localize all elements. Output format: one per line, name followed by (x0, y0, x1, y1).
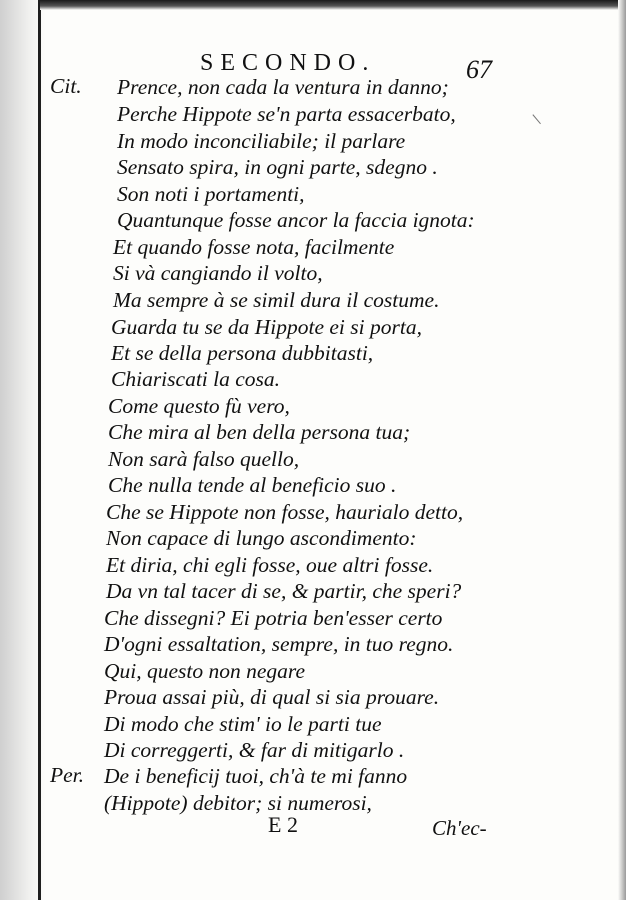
verse-line: Si và cangiando il volto, (113, 261, 323, 285)
verse-line: Quantunque fosse ancor la faccia ignota: (117, 208, 475, 232)
verse-line: D'ogni essaltation, sempre, in tuo regno. (104, 632, 454, 656)
verse-line: Et se della persona dubbitasti, (111, 341, 374, 365)
verse-line: Son noti i portamenti, (117, 182, 305, 206)
verse-line: Perche Hippote se'n parta essacerbato, (117, 102, 456, 126)
verse-line: Che nulla tende al beneficio suo . (108, 473, 397, 497)
verse-line: Da vn tal tacer di se, & partir, che speri? (106, 579, 462, 603)
speaker-label-per: Per. (50, 763, 85, 787)
verse-line: Proua assai più, di qual si sia prouare. (104, 685, 440, 709)
ink-mark (532, 108, 548, 124)
verse-line: Non sarà falso quello, (108, 447, 300, 471)
running-title: SECONDO. (200, 50, 376, 76)
verse-line: Chiariscati la cosa. (111, 367, 281, 391)
verse-line: Di correggerti, & far di mitigarlo . (104, 738, 405, 762)
verse-line: Sensato spira, in ogni parte, sdegno . (117, 155, 438, 179)
verse-line: Et quando fosse nota, facilmente (113, 235, 395, 259)
verse-line: Non capace di lungo ascondimento: (106, 526, 417, 550)
speaker-label-cit: Cit. (50, 74, 82, 98)
signature-mark: E 2 (268, 812, 298, 837)
verse-line: Et diria, chi egli fosse, oue altri fosse. (106, 553, 434, 577)
verse-line: Che dissegni? Ei potria ben'esser certo (104, 606, 443, 630)
verse-line: De i beneficij tuoi, ch'à te mi fanno (104, 764, 408, 788)
verse-line: Come questo fù vero, (108, 394, 290, 418)
verse-line: Ma sempre à se simil dura il costume. (113, 288, 440, 312)
page-left-edge (38, 0, 41, 900)
verse-line: Che se Hippote non fosse, haurialo detto, (106, 500, 464, 524)
verse-line: (Hippote) debitor; si numerosi, (104, 791, 372, 815)
verse-line: Guarda tu se da Hippote ei si porta, (111, 315, 422, 339)
page-top-edge (40, 0, 626, 10)
verse-line: Qui, questo non negare (104, 659, 306, 683)
verse-line: Prence, non cada la ventura in danno; (117, 75, 449, 99)
catchword: Ch'ec- (432, 816, 487, 840)
verse-line: Che mira al ben della persona tua; (108, 420, 411, 444)
page-right-edge (618, 0, 626, 900)
verse-line: In modo inconciliabile; il parlare (117, 129, 406, 153)
page-number: 67 (466, 55, 492, 84)
verse-line: Di modo che stim' io le parti tue (104, 712, 382, 736)
